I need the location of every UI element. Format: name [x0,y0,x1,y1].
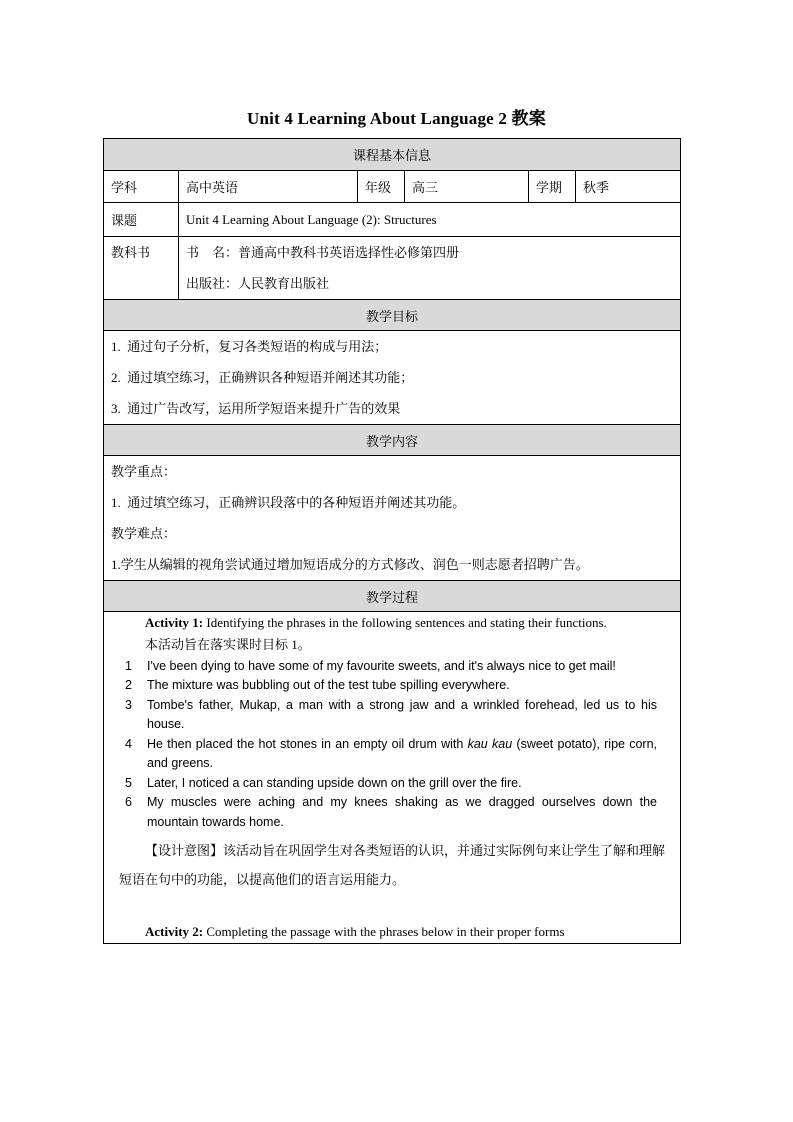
objective-item: 3. 通过广告改写，运用所学短语来提升广告的效果 [111,401,401,416]
topic-value: Unit 4 Learning About Language (2): Structures [179,203,681,237]
objective-item: 1. 通过句子分析，复习各类短语的构成与用法； [111,339,388,354]
subject-value: 高中英语 [179,171,358,203]
sentence-text-part: He then placed the hot stones in an empty oil drum with [147,736,468,751]
lesson-plan-table [103,138,681,944]
objective-item: 2. 通过填空练习，正确辨识各种短语并阐述其功能； [111,370,414,385]
process-body [104,612,681,944]
textbook-name: 书 名：普通高中教科书英语选择性必修第四册 [186,245,460,260]
key-point-item: 1. 通过填空练习，正确辨识段落中的各种短语并阐述其功能。 [111,495,466,510]
activity1-aim: 本活动旨在落实课时目标 1。 [145,636,311,652]
sentence-list [111,657,673,833]
difficulty-item: 1.学生从编辑的视角尝试通过增加短语成分的方式修改、润色一则志愿者招聘广告。 [111,557,589,572]
sentence-number: 6 [125,795,132,810]
list-item [111,657,673,677]
sentence-text [147,735,673,774]
sentence-text: I've been dying to have some of my favourite sweets, and it's always nice to get mail! [147,658,616,673]
activity1-heading [111,615,673,631]
term-label: 学期 [529,171,576,203]
section-header-process: 教学过程 [104,581,681,612]
grade-label: 年级 [358,171,405,203]
sentence-number: 2 [125,678,132,693]
activity1-text: Identifying the phrases in the following sentences and stating their functions. [203,614,607,630]
subject-label: 学科 [104,171,179,203]
list-item [111,735,673,774]
section-header-basic-info: 课程基本信息 [104,139,681,171]
objectives-list [104,331,681,425]
design-intent: 【设计意图】该活动旨在巩固学生对各类短语的认识，并通过实际例句来让学生了解和理解短语在句中的功能，以提高他们的语言运用能力。 [119,843,666,888]
activity2-text: Completing the passage with the phrases below in their proper forms [203,924,565,940]
list-item [111,774,673,794]
difficulty-label: 教学难点： [111,526,177,541]
sentence-number: 1 [125,658,132,673]
content-body [104,456,681,581]
key-points-label: 教学重点： [111,464,177,479]
list-item [111,696,673,735]
grade-value: 高三 [405,171,529,203]
document-title: Unit 4 Learning About Language 2 教案 [247,109,546,128]
sentence-text-part: (sweet potato), ripe corn, and greens. [147,736,658,771]
list-item [111,676,673,696]
sentence-text: Later, I noticed a can standing upside down on the grill over the fire. [147,775,522,790]
list-item [111,793,673,832]
sentence-number: 5 [125,775,132,790]
sentence-text: Tombe's father, Mukap, a man with a strong jaw and a wrinkled forehead, led us to his house. [147,697,658,732]
term-value: 秋季 [576,171,681,203]
activity2-heading [111,924,673,940]
section-header-content: 教学内容 [104,425,681,456]
sentence-text: The mixture was bubbling out of the test tube spilling everywhere. [147,678,510,693]
textbook-label: 教科书 [111,245,151,260]
activity1-label: Activity 1: [145,614,204,630]
section-header-objectives: 教学目标 [104,300,681,331]
sentence-text: My muscles were aching and my knees shaking as we dragged ourselves down the mountain towards home. [147,795,658,829]
topic-label: 课题 [104,203,179,237]
sentence-number: 4 [125,736,132,751]
sentence-italic-term: kau kau [467,736,513,751]
sentence-number: 3 [125,697,132,712]
textbook-publisher: 出版社：人民教育出版社 [186,276,330,291]
activity2-label: Activity 2: [145,924,204,940]
